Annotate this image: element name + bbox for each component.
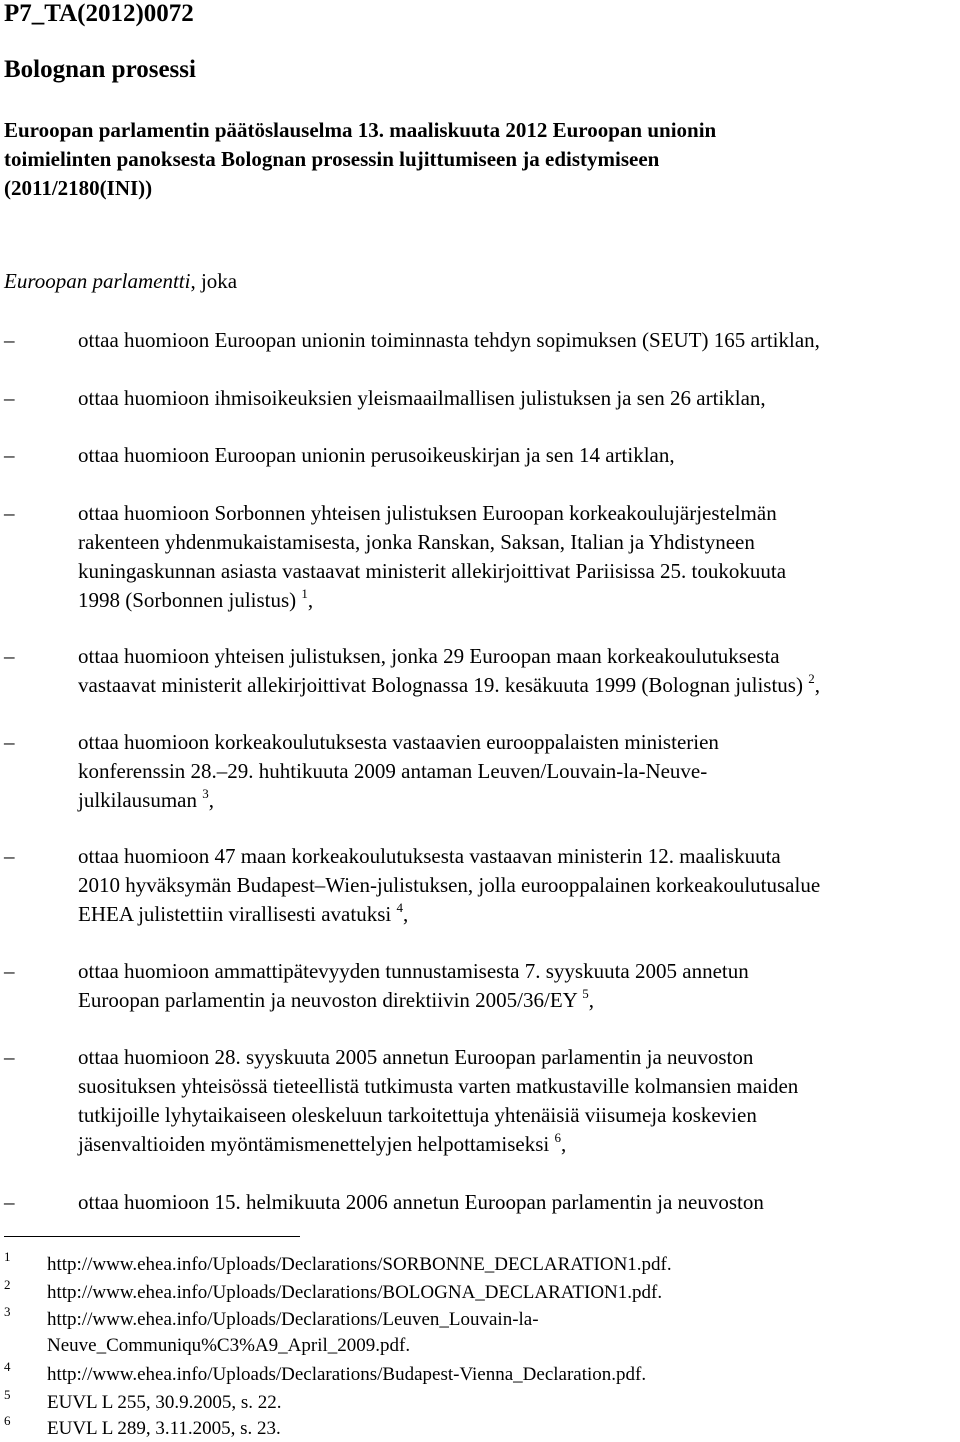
recital-line xyxy=(78,1101,960,1130)
dash-bullet: – xyxy=(4,443,15,467)
document-id: P7_TA(2012)0072 xyxy=(4,0,194,27)
footnote-line: http://www.ehea.info/Uploads/Declarations/SORBONNE_DECLARATION1.pdf. xyxy=(47,1254,672,1275)
recital-line xyxy=(78,384,960,413)
footnote-line: http://www.ehea.info/Uploads/Declarations/Budapest-Vienna_Declaration.pdf. xyxy=(47,1364,647,1385)
footnote-number: 6 xyxy=(4,1413,11,1428)
footnote-ref: 3 xyxy=(202,786,209,801)
recital-line xyxy=(78,1043,960,1072)
footnote-line: Neuve_Communiqu%C3%A9_April_2009.pdf. xyxy=(47,1335,411,1356)
recital-text xyxy=(78,326,960,355)
intro-line xyxy=(4,269,237,294)
footnote-number: 3 xyxy=(4,1304,11,1319)
recital-line-text: vastaavat ministerit allekirjoittivat Bolognassa 19. kesäkuuta 1999 (Bolognan julistus) xyxy=(78,673,803,697)
footnote-number: 5 xyxy=(4,1387,11,1402)
recital-line xyxy=(78,671,960,702)
footnote-line: EUVL L 255, 30.9.2005, s. 22. xyxy=(47,1392,282,1413)
dash-bullet: – xyxy=(4,328,15,352)
recital-line xyxy=(78,871,960,900)
dash-bullet: – xyxy=(4,1045,15,1069)
recital-line xyxy=(78,1072,960,1101)
recital-line xyxy=(78,441,960,470)
recital-line xyxy=(78,528,960,557)
footnote-ref: 4 xyxy=(396,900,403,915)
footnote-separator xyxy=(4,1236,300,1237)
recital-line-text: rakenteen yhdenmukaistamisesta, jonka Ranskan, Saksan, Italian ja Yhdistyneen xyxy=(78,530,755,554)
recital-line-text: ottaa huomioon yhteisen julistuksen, jonka 29 Euroopan maan korkeakoulutuksesta xyxy=(78,644,780,668)
footnote-text xyxy=(47,1416,281,1442)
footnote-number: 1 xyxy=(4,1249,11,1264)
recital-line xyxy=(78,586,960,617)
recital-line xyxy=(78,957,960,986)
resolution-title-line: Euroopan parlamentin päätöslauselma 13. maaliskuuta 2012 Euroopan unionin xyxy=(4,118,717,142)
recital-line xyxy=(78,642,960,671)
recital-text xyxy=(78,1188,960,1217)
dash-bullet: – xyxy=(4,386,15,410)
recital-line-text: suosituksen yhteisössä tieteellistä tutkimusta varten matkustaville kolmansien maiden xyxy=(78,1074,799,1098)
recital-line-text: julkilausuman xyxy=(78,788,197,812)
footnote-text xyxy=(47,1390,282,1416)
dash-bullet: – xyxy=(4,1190,15,1214)
recital-text xyxy=(78,441,960,470)
footnote-text xyxy=(47,1362,646,1388)
recital-text xyxy=(78,499,960,617)
recital-line-text: ottaa huomioon 47 maan korkeakoulutuksesta vastaavan ministerin 12. maaliskuuta xyxy=(78,844,781,868)
recital-line-text: 1998 (Sorbonnen julistus) xyxy=(78,588,297,612)
footnote-line: EUVL L 289, 3.11.2005, s. 23. xyxy=(47,1418,281,1439)
footnote-number: 4 xyxy=(4,1359,11,1374)
recital-text xyxy=(78,728,960,817)
footnote-ref: 6 xyxy=(554,1130,561,1145)
recital-text xyxy=(78,1043,960,1161)
recital-tail: , xyxy=(560,1132,567,1156)
recital-tail: , xyxy=(307,588,314,612)
recital-tail: , xyxy=(208,788,214,812)
recital-line-text: ottaa huomioon ammattipätevyyden tunnustamisesta 7. syyskuuta 2005 annetun xyxy=(78,959,749,983)
recital-line xyxy=(78,728,960,757)
recital-line xyxy=(78,842,960,871)
recital-tail: , xyxy=(588,988,595,1012)
resolution-title-line: toimielinten panoksesta Bolognan prosessin lujittumiseen ja edistymiseen xyxy=(4,147,660,171)
recital-line xyxy=(78,1130,960,1161)
recital-line-text: ottaa huomioon Euroopan unionin perusoikeuskirjan ja sen 14 artiklan, xyxy=(78,443,675,467)
recital-tail: , xyxy=(814,673,820,697)
resolution-title-line: (2011/2180(INI)) xyxy=(4,176,153,200)
recital-line-text: ottaa huomioon Euroopan unionin toiminnasta tehdyn sopimuksen (SEUT) 165 artiklan, xyxy=(78,328,820,352)
recital-text xyxy=(78,384,960,413)
intro-italic: Euroopan parlamentti xyxy=(4,269,191,293)
recital-tail: , xyxy=(402,902,409,926)
document-heading: Bolognan prosessi xyxy=(4,56,196,83)
recital-line xyxy=(78,499,960,528)
recital-line-text: ottaa huomioon 28. syyskuuta 2005 annetun Euroopan parlamentin ja neuvoston xyxy=(78,1045,754,1069)
recital-text xyxy=(78,842,960,931)
resolution-title xyxy=(4,116,954,203)
footnote-ref: 5 xyxy=(582,986,589,1001)
recital-text xyxy=(78,957,960,1017)
recital-line-text: 2010 hyväksymän Budapest–Wien-julistuksen, jolla eurooppalainen korkeakoulutusalue xyxy=(78,873,821,897)
recital-line xyxy=(78,557,960,586)
footnote-line: http://www.ehea.info/Uploads/Declarations/BOLOGNA_DECLARATION1.pdf. xyxy=(47,1282,663,1303)
dash-bullet: – xyxy=(4,959,15,983)
recital-line xyxy=(78,757,960,786)
recital-line xyxy=(78,326,960,355)
recital-line-text: jäsenvaltioiden myöntämismenettelyjen helpottamiseksi xyxy=(78,1132,550,1156)
recital-line xyxy=(78,900,960,931)
recital-line-text: konferenssin 28.–29. huhtikuuta 2009 antaman Leuven/Louvain-la-Neuve- xyxy=(78,759,708,783)
dash-bullet: – xyxy=(4,501,15,525)
recital-line xyxy=(78,786,960,817)
footnote-text xyxy=(47,1307,539,1359)
footnote-ref: 1 xyxy=(301,586,308,601)
recital-line-text: EHEA julistettiin virallisesti avatuksi xyxy=(78,902,392,926)
recital-line-text: tutkijoille lyhytaikaiseen oleskeluun tarkoitettuja yhtenäisiä viisumeja koskevien xyxy=(78,1103,757,1127)
recital-line-text: ottaa huomioon ihmisoikeuksien yleismaailmallisen julistuksen ja sen 26 artiklan, xyxy=(78,386,766,410)
footnote-text xyxy=(47,1280,662,1306)
footnote-number: 2 xyxy=(4,1277,11,1292)
dash-bullet: – xyxy=(4,644,15,668)
recital-line-text: ottaa huomioon Sorbonnen yhteisen julistuksen Euroopan korkeakoulujärjestelmän xyxy=(78,501,777,525)
dash-bullet: – xyxy=(4,844,15,868)
footnote-ref: 2 xyxy=(808,671,815,686)
recital-line-text: ottaa huomioon korkeakoulutuksesta vastaavien eurooppalaisten ministerien xyxy=(78,730,719,754)
recital-line xyxy=(78,1188,960,1217)
recital-line-text: ottaa huomioon 15. helmikuuta 2006 annetun Euroopan parlamentin ja neuvoston xyxy=(78,1190,764,1214)
recital-line-text: Euroopan parlamentin ja neuvoston direktiivin 2005/36/EY xyxy=(78,988,578,1012)
recital-line-text: kuningaskunnan asiasta vastaavat ministerit allekirjoittivat Pariisissa 25. toukokuuta xyxy=(78,559,787,583)
footnote-line: http://www.ehea.info/Uploads/Declarations/Leuven_Louvain-la- xyxy=(47,1309,539,1330)
recital-text xyxy=(78,642,960,702)
footnote-text xyxy=(47,1252,672,1278)
intro-rest: , joka xyxy=(190,269,238,293)
recital-line xyxy=(78,986,960,1017)
dash-bullet: – xyxy=(4,730,15,754)
